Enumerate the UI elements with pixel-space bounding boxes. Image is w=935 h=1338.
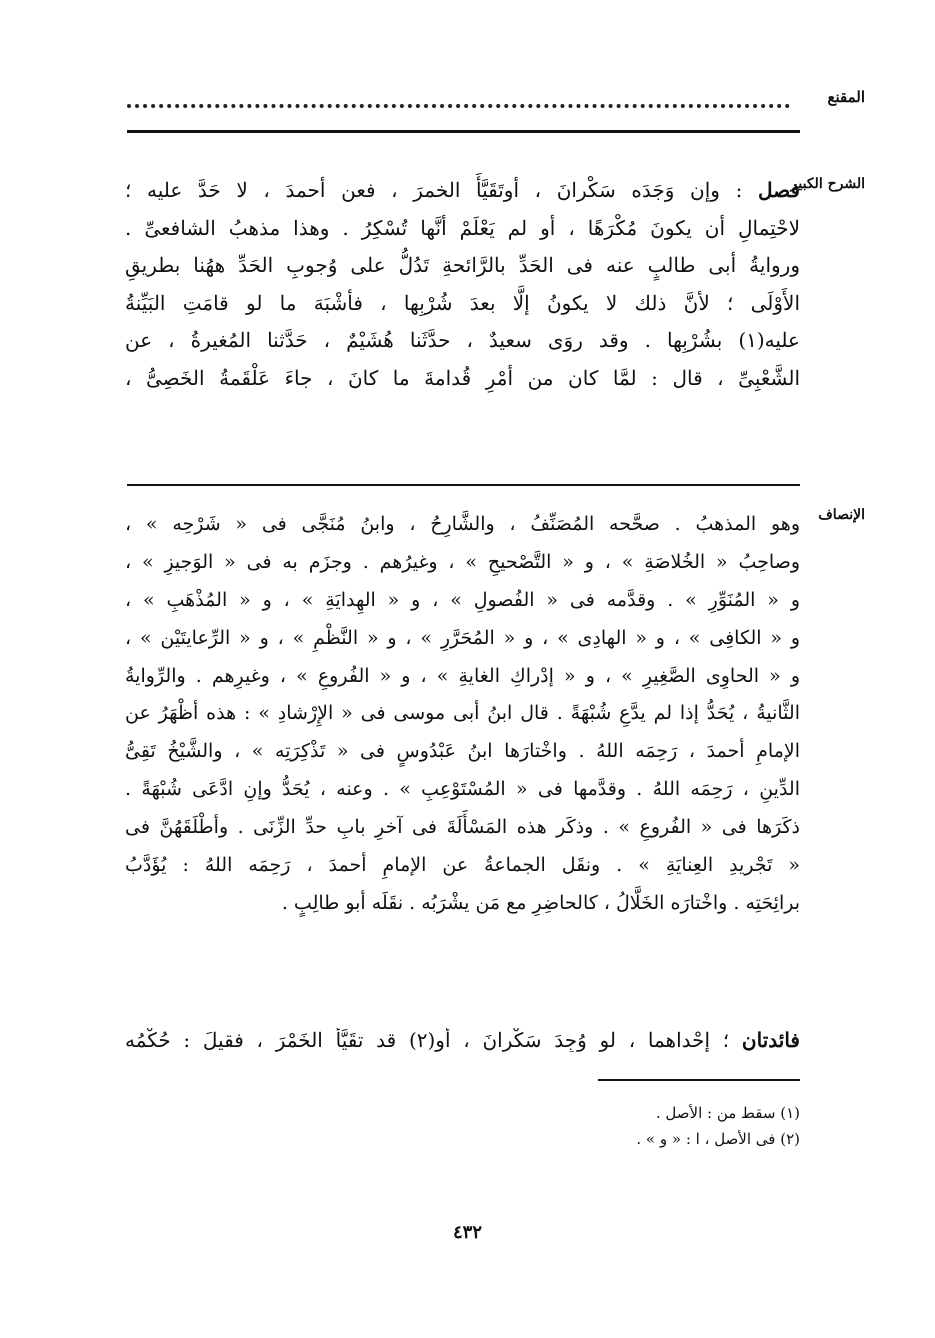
fawaid-heading: فائدتان xyxy=(741,1028,800,1052)
section-divider xyxy=(127,484,800,486)
fawaid-paragraph xyxy=(125,1028,800,1052)
text-line xyxy=(125,172,800,210)
text-line: لاحْتِمالِ أن يكونَ مُكْرَهًا ، أو لم يَعْلَمْ أنَّها تُسْكِرُ . وهذا مذهبُ الشافعىِّ . xyxy=(125,215,800,240)
text-line: و « المُنَوِّرِ » . وقدَّمه فى « الفُصولِ » ، و « الهِدايَةِ » ، و « المُذْهَبِ » ، xyxy=(125,588,800,611)
text-line: الإمامِ أحمدَ ، رَحِمَه اللهُ . واخْتارَها ابنُ عَبْدُوسٍ فى « تَذْكِرَتِه » ، والشَّيْخُ تَقِىُّ xyxy=(125,740,800,763)
text-line: برائِحَتِه . واخْتارَه الخَلَّالُ ، كالحاضِرِ مع مَن يشْرَبُه . نقَلَه أبو طالِبٍ . xyxy=(281,891,800,914)
text-line: وهو المذهبُ . صحَّحه المُصَنِّفُ ، والشَّارِحُ ، وابنُ مُنَجَّى فى « شَرْحِه » ، xyxy=(125,513,800,535)
text-line: الشَّعْبِىِّ ، قال : لمَّا كان من أمْرِ قُدامةَ ما كانَ ، جاءَ عَلْقَمةُ الخَصِىُّ ، xyxy=(125,365,800,390)
text-line-content: : وإن وَجَدَه سَكْرانَ ، أوتَقَيَّأَ الخمرَ ، فعن أحمدَ ، لا حَدَّ عليه ؛ xyxy=(125,178,743,202)
text-line: و « الكافِى » ، و « الهادِى » ، و « المُحَرَّرِ » ، و « النَّظْمِ » ، و « الرِّعايتَيْن » ، xyxy=(125,626,800,649)
text-line: الدِّينِ ، رَحِمَه اللهُ . وقدَّمها فى « المُسْتَوْعِبِ » . وعنه ، يُحَدُّ وإنِ ادَّعَى شُبْهَةً . xyxy=(125,778,800,801)
text-line: « تَجْريدِ العِنايَةِ » . ونقَل الجماعةُ عن الإمامِ أحمدَ ، رَحِمَه اللهُ : يُؤَدَّبُ xyxy=(125,854,800,877)
text-line: الأَوْلَى ؛ لأنَّ ذلك لا يكونُ إلَّا بعدَ شُرْبِها ، فأشْبَهَ ما لو قامَتِ البَيِّنةُ xyxy=(125,290,800,315)
footnote: (٢) فى الأصل ، ا : « و » . xyxy=(636,1130,800,1148)
top-rule xyxy=(127,130,800,133)
footnotes xyxy=(125,1100,800,1152)
insaf-text-block xyxy=(125,506,800,923)
page-number: ٤٣٢ xyxy=(452,1222,482,1243)
section-heading: فصل xyxy=(757,178,800,202)
running-head: المقنع xyxy=(827,88,865,106)
footnote-rule xyxy=(598,1079,800,1081)
fawaid-text: ؛ إحْداهما ، لو وُجِدَ سَكْرانَ ، أو(٢) قد تقَيَّأَ الخَمْرَ ، فقيلَ : حُكْمُه xyxy=(125,1028,730,1052)
margin-label-sharh: الشرح الكبير xyxy=(790,176,865,192)
text-line: وصاحِبُ « الخُلاصَةِ » ، و « التَّصْحيحِ » ، وغيرُهم . وجزَم به فى « الوَجيزِ » ، xyxy=(125,550,800,573)
text-line: وروايةُ أبى طالبٍ عنه فى الحَدِّ بالرَّائحةِ تَدُلُّ على وُجوبِ الحَدِّ ههُنا بطريقِ xyxy=(125,253,800,277)
dotted-rule xyxy=(127,104,790,108)
text-line: الثَّانيةُ ، يُحَدُّ إذا لم يدَّعِ شُبْهَةً . قال ابنُ أبى موسى فى « الإِرْشادِ » : هذه أظْهَرُ عن xyxy=(125,702,800,725)
margin-label-insaf: الإنصاف xyxy=(818,507,865,523)
text-line: ذكَرَها فى « الفُروعِ » . وذكَر هذه المَسْأَلَةَ فى آخرِ بابِ حدِّ الزِّنَى . وأطْلَقَهُنَّ فى xyxy=(125,816,800,839)
text-line: و « الحاوِى الصَّغِيرِ » ، و « إدْراكِ الغايةِ » ، و « الفُروعِ » ، وغيرِهم . والرِّوايةُ xyxy=(125,664,800,687)
sharh-text-block xyxy=(125,172,800,397)
text-line: عليه(١) بشُرْبِها . وقد روَى سعيدٌ ، حدَّثَنا هُشَيْمٌ ، حَدَّثنا المُغيرةُ ، عن xyxy=(125,328,800,352)
footnote: (١) سقط من : الأصل . xyxy=(655,1104,800,1122)
